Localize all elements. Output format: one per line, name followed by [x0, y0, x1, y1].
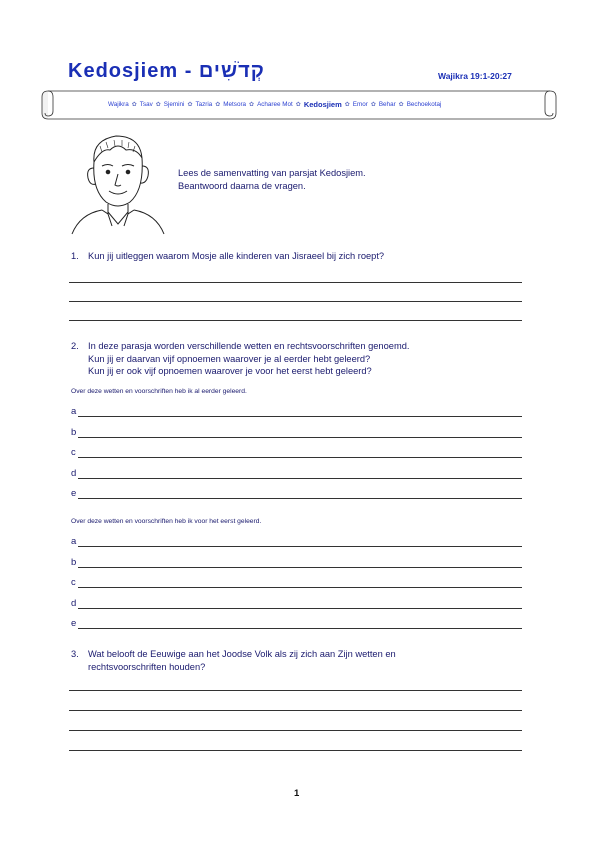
nav-item-tazria[interactable]: Tazria	[195, 101, 213, 108]
answer-line[interactable]	[69, 750, 522, 751]
intro-line-1: Lees de samenvatting van parsjat Kedosjiem.	[178, 168, 366, 178]
nav-separator-icon: ✿	[215, 102, 221, 108]
question-3-line-1: Wat belooft de Eeuwige aan het Joodse Volk als zij zich aan Zijn wetten en	[88, 649, 396, 659]
nav-item-behar[interactable]: Behar	[378, 101, 396, 108]
question-3	[71, 648, 523, 673]
answer-line[interactable]	[69, 710, 522, 711]
intro-text	[178, 167, 366, 192]
answer-line[interactable]	[69, 730, 522, 731]
first-time-label: Over deze wetten en voorschriften heb ik voor het eerst geleerd.	[71, 518, 262, 525]
first-time-letter-a: a	[71, 536, 77, 547]
page-number: 1	[294, 788, 300, 799]
first-time-answer-line-b[interactable]	[78, 567, 522, 568]
answer-line[interactable]	[69, 282, 522, 283]
nav-separator-icon: ✿	[155, 102, 161, 108]
intro-line-2: Beantwoord daarna de vragen.	[178, 180, 306, 191]
nav-separator-icon: ✿	[370, 102, 376, 108]
question-2-line-2: Kun jij er daarvan vijf opnoemen waarover je al eerder hebt geleerd?	[88, 353, 371, 364]
question-1-text: Kun jij uitleggen waarom Mosje alle kinderen van Jisraeel bij zich roept?	[88, 251, 385, 261]
parasha-nav	[108, 100, 508, 109]
bible-reference: Wajikra 19:1-20:27	[438, 71, 512, 81]
nav-item-wajikra[interactable]: Wajikra	[108, 101, 129, 108]
earlier-answer-line-d[interactable]	[78, 478, 522, 479]
first-time-letter-b: b	[71, 556, 77, 568]
nav-item-sjemini[interactable]: Sjemini	[163, 101, 185, 108]
earlier-answer-line-a[interactable]	[78, 416, 522, 417]
question-2-line-3: Kun jij er ook vijf opnoemen waarover je voor het eerst hebt geleerd?	[88, 366, 372, 376]
answer-line[interactable]	[69, 690, 522, 691]
nav-separator-icon: ✿	[344, 102, 350, 108]
page-title: Kedosjiem - קְדֹשִׁים	[68, 60, 265, 82]
earlier-label: Over deze wetten en voorschriften heb ik al eerder geleerd.	[71, 388, 247, 395]
first-time-answer-line-d[interactable]	[78, 608, 522, 609]
nav-item-acharee-mot[interactable]: Acharee Mot	[257, 101, 293, 108]
nav-separator-icon: ✿	[398, 102, 404, 108]
first-time-letter-c: c	[71, 577, 76, 589]
earlier-letter-a: a	[71, 406, 77, 417]
first-time-letter-d: d	[71, 597, 77, 609]
nav-item-emor[interactable]: Emor	[352, 101, 368, 108]
earlier-letter-b: b	[71, 426, 77, 438]
nav-separator-icon: ✿	[249, 102, 255, 108]
earlier-letter-d: d	[71, 467, 77, 479]
answer-line[interactable]	[69, 320, 522, 321]
question-1-number: 1.	[71, 251, 79, 261]
first-time-answer-line-e[interactable]	[78, 628, 522, 629]
first-time-answer-line-a[interactable]	[78, 546, 522, 547]
nav-separator-icon: ✿	[295, 102, 301, 108]
answer-line[interactable]	[69, 301, 522, 302]
nav-separator-icon: ✿	[131, 102, 137, 108]
first-time-letter-e: e	[71, 618, 77, 630]
question-3-line-2: rechtsvoorschriften houden?	[88, 661, 206, 672]
earlier-letter-e: e	[71, 488, 77, 500]
nav-separator-icon: ✿	[187, 102, 193, 108]
question-3-number: 3.	[71, 649, 79, 659]
nav-item-bechoekotaj[interactable]: Bechoekotaj	[406, 101, 442, 108]
question-2-number: 2.	[71, 341, 79, 351]
question-2	[71, 340, 409, 378]
earlier-answer-line-e[interactable]	[78, 498, 522, 499]
nav-item-tsav[interactable]: Tsav	[139, 101, 153, 108]
earlier-answer-line-b[interactable]	[78, 437, 522, 438]
earlier-letter-c: c	[71, 447, 76, 459]
earlier-answer-line-c[interactable]	[78, 457, 522, 458]
boy-illustration	[66, 128, 170, 236]
first-time-answer-line-c[interactable]	[78, 587, 522, 588]
nav-item-kedosjiem[interactable]: Kedosjiem	[303, 100, 342, 109]
question-2-line-1: In deze parasja worden verschillende wetten en rechtsvoorschriften genoemd.	[88, 341, 410, 351]
nav-item-metsora[interactable]: Metsora	[223, 101, 247, 108]
question-1	[71, 250, 384, 263]
